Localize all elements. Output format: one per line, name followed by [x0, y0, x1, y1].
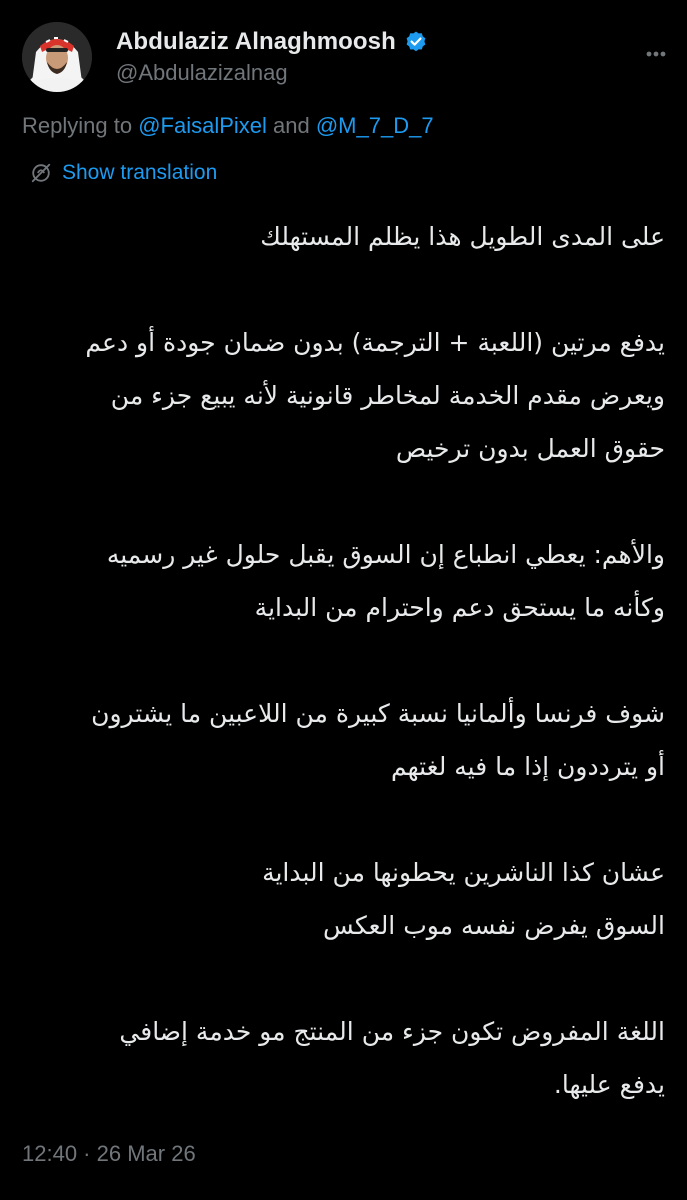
tweet-timestamp[interactable]: [22, 1141, 196, 1167]
mention-link-m7d7[interactable]: @M_7_D_7: [315, 113, 434, 138]
display-name[interactable]: Abdulaziz Alnaghmoosh: [116, 28, 396, 55]
tweet-line: اللغة المفروض تكون جزء من المنتج مو خدمة إضافي: [119, 1017, 665, 1046]
tweet-line: حقوق العمل بدون ترخيص: [395, 434, 665, 463]
verified-badge-icon: [404, 30, 428, 54]
tweet-line: وكأنه ما يستحق دعم واحترام من البداية: [254, 593, 665, 622]
author-block: [116, 26, 428, 86]
tweet-paragraph: [25, 316, 665, 475]
tweet-line: شوف فرنسا وألمانيا نسبة كبيرة من اللاعبين ما يشترون: [91, 699, 665, 728]
tweet-paragraph: [25, 528, 665, 634]
timestamp-separator: ·: [77, 1141, 97, 1166]
tweet-header: [22, 22, 670, 92]
avatar[interactable]: [22, 22, 92, 92]
tweet-line: ويعرض مقدم الخدمة لمخاطر قانونية لأنه يبيع جزء من: [110, 381, 665, 410]
show-translation-label: Show translation: [62, 161, 218, 184]
replying-to: [22, 113, 434, 139]
tweet-line: والأهم: يعطي انطباع إن السوق يقبل حلول غير رسميه: [106, 540, 665, 569]
tweet-paragraph: [25, 210, 665, 263]
tweet-line: عشان كذا الناشرين يحطونها من البداية: [262, 858, 665, 887]
replying-joiner: and: [266, 113, 316, 138]
tweet-paragraph: [25, 1005, 665, 1111]
tweet-line: يدفع مرتين (اللعبة + الترجمة) بدون ضمان جودة أو دعم: [85, 328, 665, 357]
tweet-line: يدفع عليها.: [553, 1070, 665, 1099]
mention-link-faisalpixel[interactable]: @FaisalPixel: [138, 113, 267, 138]
globe-icon: [30, 162, 52, 184]
tweet-line: على المدى الطويل هذا يظلم المستهلك: [260, 222, 665, 251]
author-handle[interactable]: @Abdulazizalnag: [116, 60, 288, 85]
tweet-text: [25, 210, 665, 1111]
more-options-icon[interactable]: [642, 40, 670, 68]
show-translation-button[interactable]: [30, 158, 217, 188]
display-name-row: [116, 26, 428, 58]
replying-prefix: Replying to: [22, 113, 139, 138]
tweet-paragraph: [25, 687, 665, 793]
tweet-line: السوق يفرض نفسه موب العكس: [322, 911, 665, 940]
tweet-paragraph: [25, 846, 665, 952]
tweet-line: أو يترددون إذا ما فيه لغتهم: [390, 752, 665, 781]
avatar-image: [22, 22, 92, 92]
tweet-time: 12:40: [22, 1141, 78, 1166]
tweet-date: 26 Mar 26: [96, 1141, 196, 1166]
